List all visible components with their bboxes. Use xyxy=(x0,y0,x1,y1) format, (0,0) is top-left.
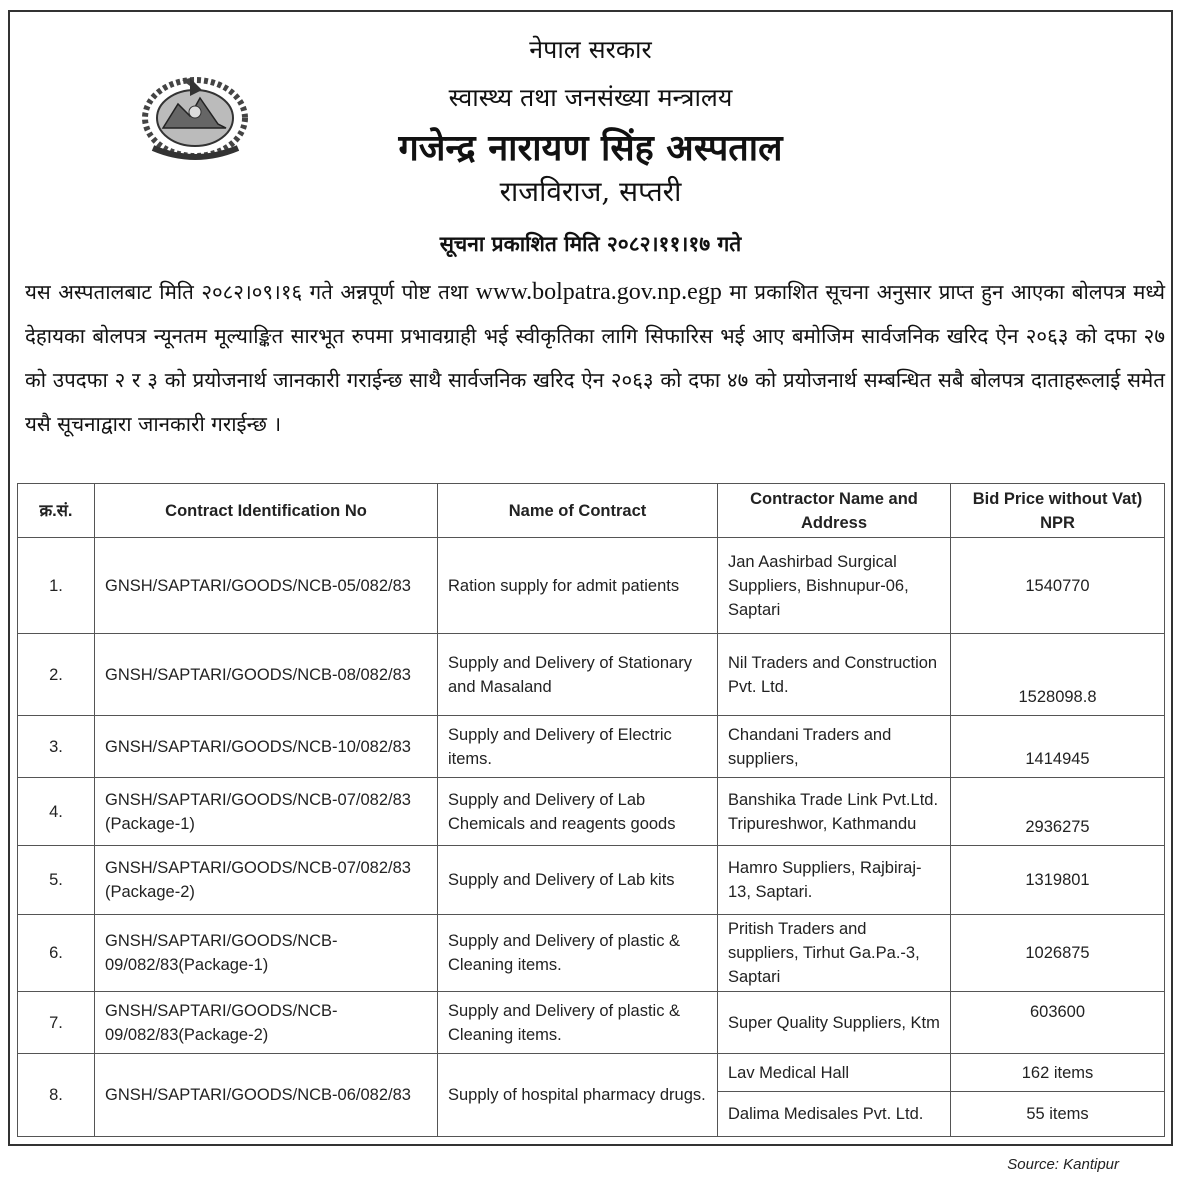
table-row xyxy=(18,992,1165,1054)
row-sn: 8. xyxy=(18,1054,95,1137)
publish-date: सूचना प्रकाशित मिति २०८२।११।१७ गते xyxy=(439,231,742,256)
row-contract-name: Ration supply for admit patients xyxy=(438,538,718,634)
row-contract-id: GNSH/SAPTARI/GOODS/NCB-10/082/83 xyxy=(95,716,438,778)
row-sn: 2. xyxy=(18,634,95,716)
header-contract-name: Name of Contract xyxy=(438,484,718,538)
row-bid-price: 2936275 xyxy=(951,778,1165,846)
government-title: नेपाल सरकार xyxy=(529,35,652,64)
row-contractor: Jan Aashirbad Surgical Suppliers, Bishnupur-06, Saptari xyxy=(718,538,951,634)
notice-text-after: मा प्रकाशित सूचना अनुसार प्राप्त हुन आएका बोलपत्र मध्ये देहायका बोलपत्र न्यूनतम मूल्याङ्कित सारभूत रुपमा प्रभावग्राही भई स्वीकृतिका लागि सिफारिस भई आए बमोजिम सार्वजनिक खरिद ऐन २०६३ को दफा २७ को उपदफा २ र ३ को प्रयोजनार्थ जानकारी गराईन्छ साथै सार्वजनिक खरिद ऐन २०६३ को दफा ४७ को प्रयोजनार्थ सम्बन्धित सबै बोलपत्र दाताहरूलाई समेत यसै सूचनाद्वारा जानकारी गराईन्छ । xyxy=(25,280,1165,436)
table-row xyxy=(18,716,1165,778)
row-contractor: Hamro Suppliers, Rajbiraj-13, Saptari. xyxy=(718,846,951,915)
row-contract-id: GNSH/SAPTARI/GOODS/NCB-06/082/83 xyxy=(95,1054,438,1137)
row-contractor: Banshika Trade Link Pvt.Ltd. Tripureshwor, Kathmandu xyxy=(718,778,951,846)
header-contract-id: Contract Identification No xyxy=(95,484,438,538)
table-row xyxy=(18,1054,1165,1092)
row-contract-id: GNSH/SAPTARI/GOODS/NCB-07/082/83 (Package-1) xyxy=(95,778,438,846)
ministry-title: स्वास्थ्य तथा जनसंख्या मन्त्रालय xyxy=(448,83,733,112)
row-bid-price: 1414945 xyxy=(951,716,1165,778)
contract-table xyxy=(17,483,1165,1137)
row-contract-name: Supply and Delivery of plastic & Cleaning items. xyxy=(438,992,718,1054)
row-sn: 7. xyxy=(18,992,95,1054)
row-contract-id: GNSH/SAPTARI/GOODS/NCB-07/082/83 (Package-2) xyxy=(95,846,438,915)
row-contract-name: Supply and Delivery of Lab Chemicals and reagents goods xyxy=(438,778,718,846)
hospital-title: गजेन्द्र नारायण सिंह अस्पताल xyxy=(398,127,783,169)
notice-text-before: यस अस्पतालबाट मिति २०८२।०९।१६ गते अन्नपूर्ण पोष्ट तथा xyxy=(25,280,476,304)
header-bid-price: Bid Price without Vat) NPR xyxy=(951,484,1165,538)
row-bid-price: 603600 xyxy=(951,992,1165,1054)
header-sn: क्र.सं. xyxy=(18,484,95,538)
row-bid-price: 1026875 xyxy=(951,915,1165,992)
row-contract-name: Supply of hospital pharmacy drugs. xyxy=(438,1054,718,1137)
table-row xyxy=(18,915,1165,992)
row-bid-price: 1319801 xyxy=(951,846,1165,915)
row-contract-id: GNSH/SAPTARI/GOODS/NCB-08/082/83 xyxy=(95,634,438,716)
row-contract-name: Supply and Delivery of Electric items. xyxy=(438,716,718,778)
row-contract-id: GNSH/SAPTARI/GOODS/NCB-05/082/83 xyxy=(95,538,438,634)
row-contract-name: Supply and Delivery of Stationary and Masaland xyxy=(438,634,718,716)
table-row xyxy=(18,538,1165,634)
hospital-location: राजविराज, सप्तरी xyxy=(499,175,682,208)
table-row xyxy=(18,778,1165,846)
row-sn: 4. xyxy=(18,778,95,846)
source-credit: Source: Kantipur xyxy=(1007,1156,1119,1173)
row-contract-id: GNSH/SAPTARI/GOODS/NCB-09/082/83(Package-1) xyxy=(95,915,438,992)
row-contractor: Nil Traders and Construction Pvt. Ltd. xyxy=(718,634,951,716)
table-header-row xyxy=(18,484,1165,538)
table-row xyxy=(18,634,1165,716)
notice-body xyxy=(25,270,1165,446)
row-contractor: Lav Medical Hall xyxy=(718,1054,951,1092)
row-bid-price: 162 items xyxy=(951,1054,1165,1092)
row-contract-name: Supply and Delivery of plastic & Cleaning items. xyxy=(438,915,718,992)
row-bid-price: 1540770 xyxy=(951,538,1165,634)
row-sn: 3. xyxy=(18,716,95,778)
row-contract-id: GNSH/SAPTARI/GOODS/NCB-09/082/83(Package-2) xyxy=(95,992,438,1054)
row-sn: 5. xyxy=(18,846,95,915)
row-sn: 6. xyxy=(18,915,95,992)
row-contractor-2: Dalima Medisales Pvt. Ltd. xyxy=(718,1092,951,1137)
header-contractor: Contractor Name and Address xyxy=(718,484,951,538)
notice-url: www.bolpatra.gov.np.egp xyxy=(475,279,722,305)
row-contractor: Chandani Traders and suppliers, xyxy=(718,716,951,778)
row-contract-name: Supply and Delivery of Lab kits xyxy=(438,846,718,915)
table-row xyxy=(18,846,1165,915)
row-sn: 1. xyxy=(18,538,95,634)
row-bid-price: 1528098.8 xyxy=(951,634,1165,716)
row-contractor: Super Quality Suppliers, Ktm xyxy=(718,992,951,1054)
row-contractor: Pritish Traders and suppliers, Tirhut Ga.Pa.-3, Saptari xyxy=(718,915,951,992)
row-bid-price-2: 55 items xyxy=(951,1092,1165,1137)
